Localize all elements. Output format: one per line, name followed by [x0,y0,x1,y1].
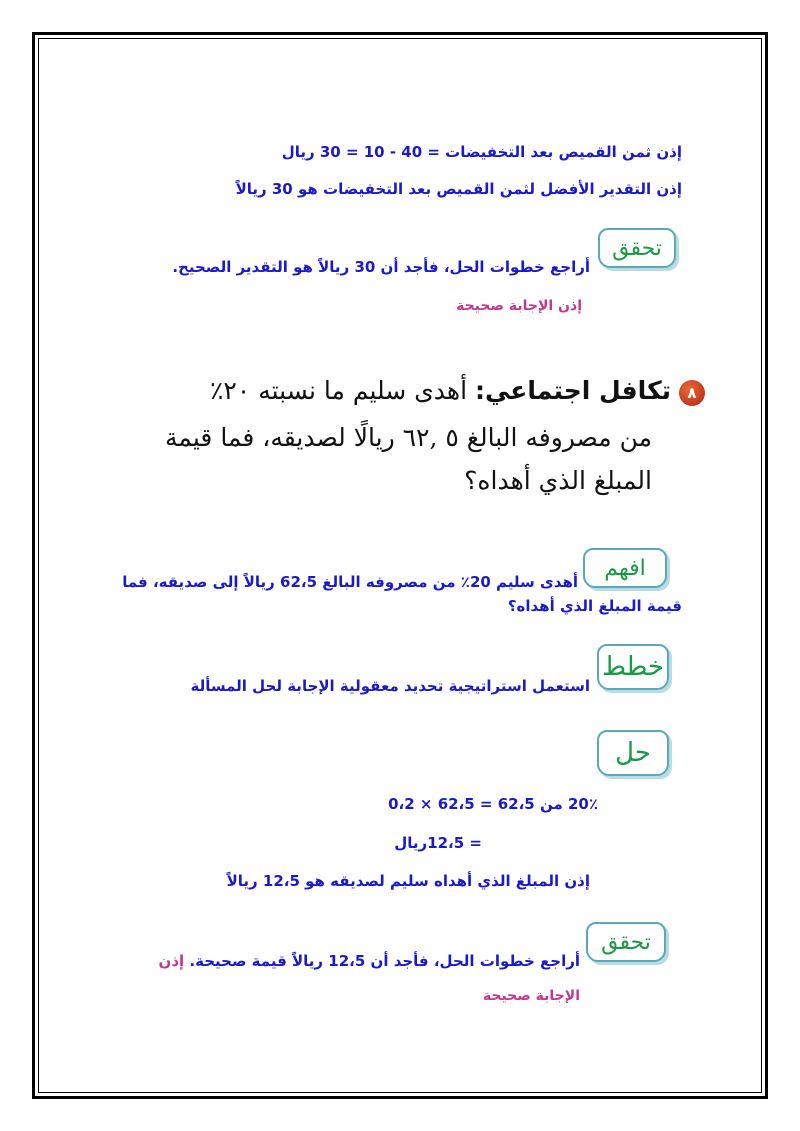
understand-badge: افهم [583,548,667,588]
problem-text-part1: أهدى سليم ما نسبته ٢٠٪ [209,376,468,405]
understand-line2: قيمة المبلغ الذي أهداه؟ [507,597,682,615]
check-text-2-main: أراجع خطوات الحل، فأجد أن 12،5 ريالاً قيمة صحيحة. [189,952,580,970]
understand-line1: أهدى سليم 20٪ من مصروفه البالغ 62،5 ريالاً إلى صديقه، فما [122,573,578,591]
check-text-2-tail: إذن [158,952,185,970]
plan-badge: خطط [597,644,669,690]
plan-text: استعمل استراتيجية تحديد معقولية الإجابة لحل المسألة [190,677,590,695]
check-result-2: الإجابة صحيحة [482,988,580,1004]
problem-statement-line1 [210,376,705,406]
shirt-price-line: إذن ثمن القميص بعد التخفيضات = 40 - 10 = 30 ريال [281,143,682,161]
check-result-1: إذن الإجابة صحيحة [456,298,582,314]
solve-badge: حل [597,730,669,776]
problem-statement-line3: المبلغ الذي أهداه؟ [464,466,652,495]
check-badge-1: تحقق [598,228,676,268]
check-text-2 [159,952,580,970]
solve-conclusion-line: إذن المبلغ الذي أهداه سليم لصديقه هو 12،5 ريالاً [226,872,590,890]
check-text-1: أراجع خطوات الحل، فأجد أن 30 ريالاً هو التقدير الصحيح. [172,258,590,276]
problem-number-badge: ٨ [679,380,705,406]
solve-result-line: = 12،5ريال [394,834,482,852]
check-badge-2: تحقق [586,922,666,962]
best-estimate-line: إذن التقدير الأفضل لثمن القميص بعد التخفيضات هو 30 ريالاً [235,180,682,198]
problem-title: تكافل اجتماعي: [474,376,671,405]
problem-statement-line2: من مصروفه البالغ ٥ ,٦٢ ريالًا لصديقه، فما قيمة [165,423,652,452]
solve-equation-line: 20٪ من 62،5 = 62،5 × 0،2 [388,795,598,813]
